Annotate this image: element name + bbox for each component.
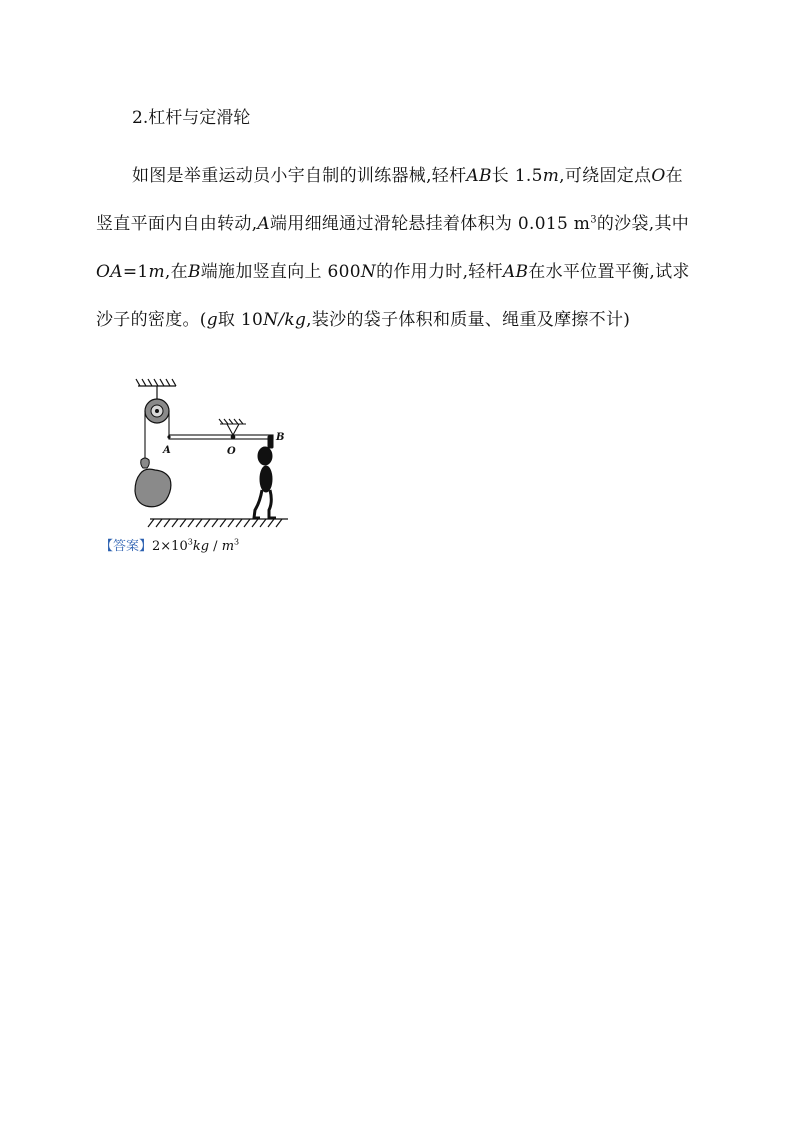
answer-unit-kg: kg xyxy=(192,539,210,554)
var-oa: OA xyxy=(96,262,123,282)
label-b: B xyxy=(276,432,285,443)
answer-unit-m: m xyxy=(221,539,235,554)
problem-text-part: ,可绕固定点 xyxy=(559,166,652,186)
problem-text-part: 取 10 xyxy=(217,310,264,330)
answer-line xyxy=(100,537,239,557)
unit-n: N xyxy=(360,262,377,282)
var-ab: AB xyxy=(466,166,492,186)
problem-text xyxy=(96,152,696,344)
label-o: O xyxy=(227,446,236,457)
var-ab: AB xyxy=(502,262,529,282)
problem-text-part: ,在 xyxy=(164,262,188,282)
problem-text-part: 端施加竖直向上 600 xyxy=(200,262,361,282)
answer-slash: / xyxy=(209,539,222,554)
problem-text-part: =1 xyxy=(122,262,149,282)
problem-text-part: 在竖直平面内自由转动, xyxy=(96,166,683,234)
answer-exponent: 3 xyxy=(187,537,193,547)
var-g: g xyxy=(206,310,218,330)
problem-text-part: 的作用力时,轻杆 xyxy=(376,262,503,282)
unit-m: m xyxy=(148,262,165,282)
ground xyxy=(148,519,288,527)
lever-pulley-diagram xyxy=(128,376,298,528)
var-b: B xyxy=(187,262,201,282)
unit-m: m xyxy=(542,166,560,186)
label-a: A xyxy=(163,445,171,456)
unit-nkg: N/kg xyxy=(263,310,307,330)
exponent: 3 xyxy=(590,214,597,226)
problem-text-part: ,装沙的袋子体积和质量、绳重及摩擦不计) xyxy=(306,310,631,330)
ceiling-support xyxy=(136,379,176,399)
answer-value: 2×10 xyxy=(152,539,188,554)
problem-text-part: 的沙袋,其中 xyxy=(596,214,690,234)
problem-text-part: 端用细绳通过滑轮悬挂着体积为 0.015 m xyxy=(269,214,591,234)
answer-unit-exponent: 3 xyxy=(234,537,240,547)
var-a: A xyxy=(257,214,270,234)
pulley-icon xyxy=(145,399,169,423)
problem-text-part: 如图是举重运动员小宇自制的训练器械,轻杆 xyxy=(132,166,467,186)
var-o: O xyxy=(651,166,666,186)
point-a-dot xyxy=(167,435,170,438)
sandbag-icon xyxy=(135,458,171,507)
answer-tag: 【答案】 xyxy=(100,539,153,554)
lever-bar xyxy=(169,435,273,439)
problem-text-part: 在水平位置平衡,试求沙子的密度。( xyxy=(96,262,690,330)
person-icon xyxy=(254,436,276,518)
question-heading: 2.杠杆与定滑轮 xyxy=(132,108,251,128)
problem-text-part: 长 1.5 xyxy=(491,166,543,186)
